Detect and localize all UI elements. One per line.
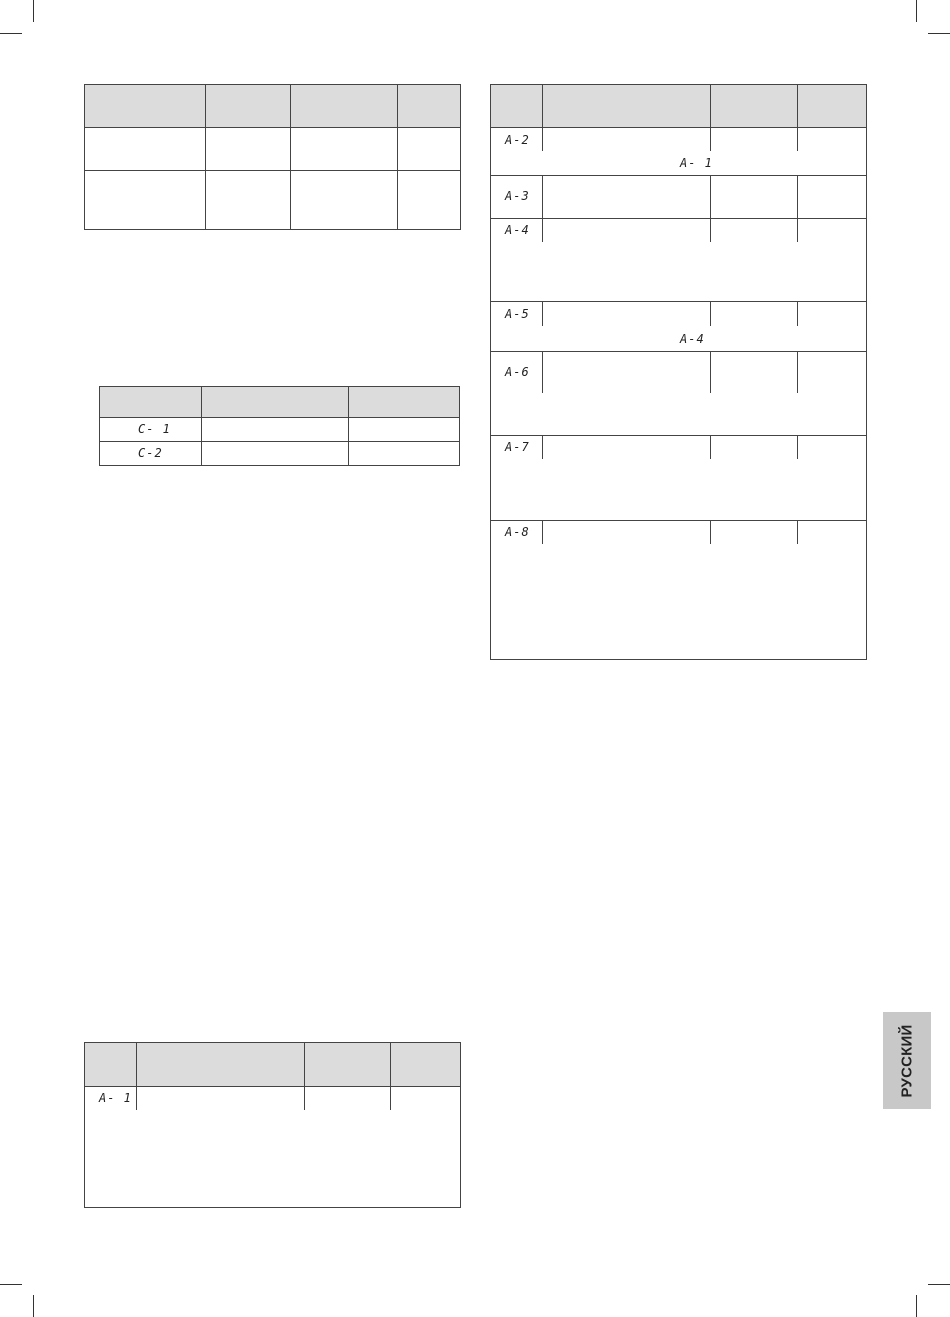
specs-table	[84, 84, 461, 230]
code-a1: A- 1	[99, 1091, 132, 1105]
error-table-a1	[84, 1042, 461, 1208]
code-a5: A-5	[505, 307, 530, 321]
code-a7: A-7	[505, 440, 530, 454]
language-tab	[883, 1012, 931, 1109]
table-header	[491, 85, 866, 128]
table-header	[100, 387, 459, 418]
row-divider	[85, 170, 460, 171]
table-header	[85, 85, 460, 128]
language-tab-label: РУССКИЙ	[898, 1024, 916, 1097]
code-a3: A-3	[505, 189, 530, 203]
code-c1: C- 1	[138, 422, 171, 436]
code-a8: A-8	[505, 525, 530, 539]
code-a4: A-4	[505, 223, 530, 237]
code-a2: A-2	[505, 133, 530, 147]
code-table-c	[99, 386, 460, 466]
table-header	[85, 1043, 460, 1087]
ref-a1: A- 1	[680, 156, 713, 170]
code-a6: A-6	[505, 365, 530, 379]
error-table-a	[490, 84, 867, 660]
code-c2: C-2	[138, 446, 163, 460]
ref-a4: A-4	[680, 332, 705, 346]
